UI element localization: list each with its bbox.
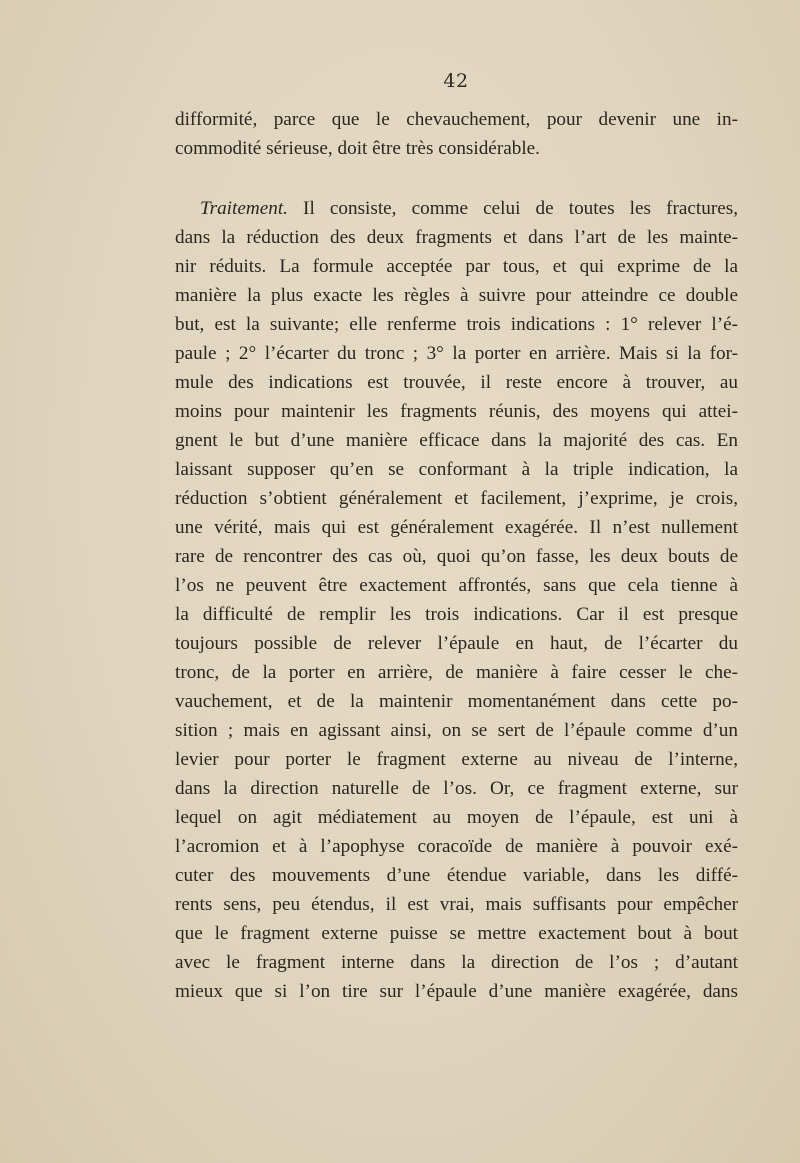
text-line: gnent le but d’une manière efficace dans la majorité des cas. En [175,430,738,451]
text-line: rare de rencontrer des cas où, quoi qu’on fasse, les deux bouts de [175,546,738,567]
text-line [200,197,738,221]
text-line: commodité sérieuse, doit être très considérable. [175,138,540,159]
text-line: cuter des mouvements d’une étendue variable, dans les diffé- [175,865,738,886]
text-line: but, est la suivante; elle renferme trois indications : 1° relever l’é- [175,314,738,335]
text-line: toujours possible de relever l’épaule en haut, de l’écarter du [175,633,738,654]
text-line: avec le fragment interne dans la direction de l’os ; d’autant [175,952,738,973]
text-line: nir réduits. La formule acceptée par tous, et qui exprime de la [175,256,738,277]
text-line: l’acromion et à l’apophyse coracoïde de manière à pouvoir exé- [175,836,738,857]
page-number: 42 [443,70,469,92]
text-line: que le fragment externe puisse se mettre exactement bout à bout [175,923,738,944]
text-line: difformité, parce que le chevauchement, pour devenir une in- [175,109,738,130]
text-line: lequel on agit médiatement au moyen de l’épaule, est uni à [175,807,738,828]
text-line: laissant supposer qu’en se conformant à la triple indication, la [175,459,738,480]
text-line: mule des indications est trouvée, il reste encore à trouver, au [175,372,738,393]
text-line: levier pour porter le fragment externe au niveau de l’interne, [175,749,738,770]
text-line: une vérité, mais qui est généralement exagérée. Il n’est nullement [175,517,738,538]
text-line: vauchement, et de la maintenir momentanément dans cette po- [175,691,738,712]
text-line: moins pour maintenir les fragments réunis, des moyens qui attei- [175,401,738,422]
text-line: paule ; 2° l’écarter du tronc ; 3° la porter en arrière. Mais si la for- [175,343,738,364]
text-line: dans la réduction des deux fragments et dans l’art de les mainte- [175,227,738,248]
text-line: dans la direction naturelle de l’os. Or, ce fragment externe, sur [175,778,738,799]
text-line: l’os ne peuvent être exactement affrontés, sans que cela tienne à [175,575,738,596]
text-line-rest: Il consiste, comme celui de toutes les fractures, [287,198,738,219]
section-heading: Traitement. [200,198,288,219]
text-line: manière la plus exacte les règles à suivre pour atteindre ce double [175,285,738,306]
text-line: sition ; mais en agissant ainsi, on se sert de l’épaule comme d’un [175,720,738,741]
text-line: réduction s’obtient généralement et facilement, j’exprime, je crois, [175,488,738,509]
text-line: tronc, de la porter en arrière, de manière à faire cesser le che- [175,662,738,683]
text-line: mieux que si l’on tire sur l’épaule d’une manière exagérée, dans [175,981,738,1002]
text-line: la difficulté de remplir les trois indications. Car il est presque [175,604,738,625]
text-line: rents sens, peu étendus, il est vrai, mais suffisants pour empêcher [175,894,738,915]
